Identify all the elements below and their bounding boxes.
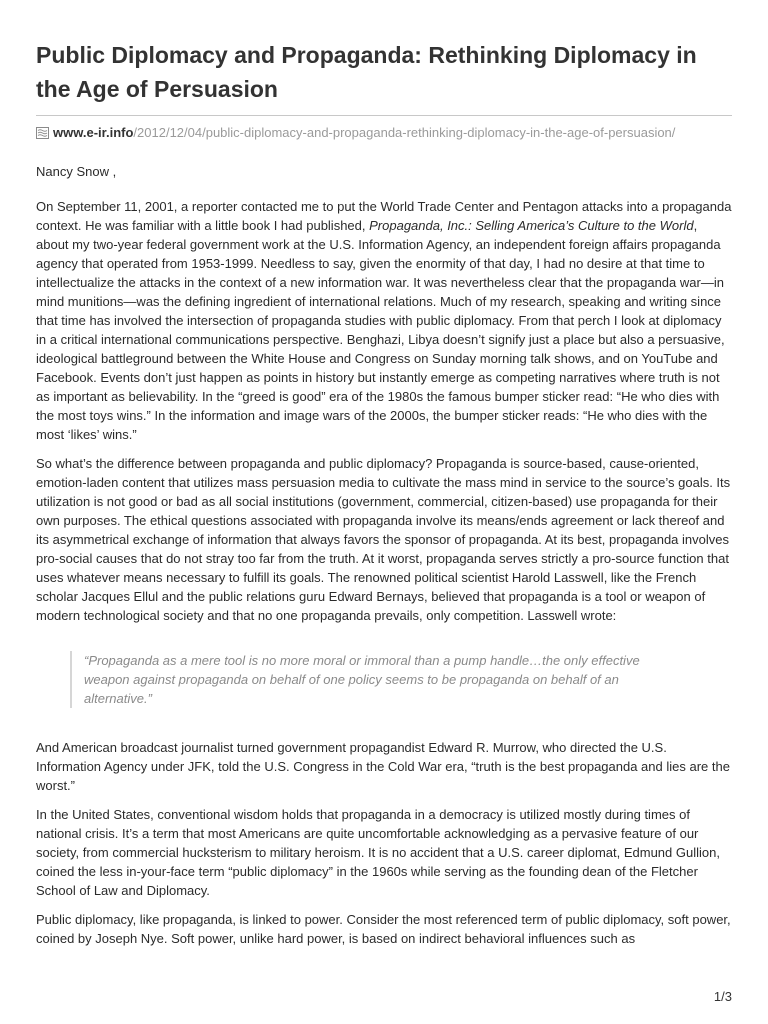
page-number: 1/3	[713, 989, 732, 1004]
paragraph-4: In the United States, conventional wisdom holds that propaganda in a democracy is utilized mostly during times of national crisis. It’s a term that most Americans are quite uncomfortable acknowledging as a pervasive feature of our society, from commercial hucksterism to military heroism. It is no accident that a U.S. career diplomat, Edmund Gullion, coined the less in-your-face term “public diplomacy” in the 1960s while serving as the founding dean of the Fletcher School of Law and Diplomacy.	[36, 807, 720, 898]
source-link[interactable]	[36, 124, 732, 144]
title-divider	[36, 115, 732, 116]
paragraph-1	[36, 197, 732, 444]
paragraph-1-intro: On September 11, 2001, a reporter contacted me to put the World Trade Center and Pentagon attacks into a propaganda context. He was familiar with a little book I had published,	[36, 199, 732, 233]
lasswell-quote: “Propaganda as a mere tool is no more moral or immoral than a pump handle…the only effective weapon against propaganda on behalf of one policy seems to be propaganda on behalf of an alternative.”	[70, 651, 674, 708]
source-path[interactable]: /2012/12/04/public-diplomacy-and-propaganda-rethinking-diplomacy-in-the-age-of-persuasion/	[133, 125, 676, 140]
book-title: Propaganda, Inc.: Selling America’s Culture to the World	[369, 218, 694, 233]
article-body	[36, 162, 732, 948]
paragraph-1-rest: , about my two-year federal government work at the U.S. Information Agency, an independent foreign affairs propaganda agency that operated from 1953-1999. Needless to say, given the enormity of that day, I had no desire at that time to intellectualize the attacks in the context of a new information war. It was nevertheless clear that the propaganda war—in mind munitions—was the defining ingredient of international relations. Much of my research, speaking and writing since that time has involved the intersection of propaganda studies with public diplomacy. From that perch I look at diplomacy in a critical international communications perspective. Benghazi, Libya doesn’t signify just a place but also a persuasive, ideological battleground between the White House and Congress on Sunday morning talk shows, and on YouTube and Facebook. Events don’t just happen as points in history but instantly emerge as competing narratives where truth is not as important as believability. In the “greed is good” era of the 1980s the famous bumper sticker read: “He who dies with the most toys wins.” In the information and image wars of the 2000s, the bumper sticker reads: “He who dies with the most ‘likes’ wins.”	[36, 218, 725, 442]
paragraph-3: And American broadcast journalist turned government propagandist Edward R. Murrow, who directed the U.S. Information Agency under JFK, told the U.S. Congress in the Cold War era, “truth is the best propaganda and lies are the worst.”	[36, 740, 730, 793]
link-icon	[36, 126, 49, 144]
paragraph-2: So what’s the difference between propaganda and public diplomacy? Propaganda is source-based, cause-oriented, emotion-laden content that utilizes mass persuasion media to cultivate the mass mind in service to the source’s goals. Its utilization is not good or bad as all social institutions (government, commercial, citizen-based) use propaganda for their own purposes. The ethical questions associated with propaganda involve its means/ends agreement or lack thereof and its asymmetrical exchange of information that always favors the sponsor of propaganda. At its best, propaganda involves pro-social causes that do not stray too far from the truth. At it worst, propaganda serves strictly a pro-source function that uses whatever means necessary to fulfill its goals. The renowned political scientist Harold Lasswell, like the French scholar Jacques Ellul and the public relations guru Edward Bernays, believed that propaganda is a tool or weapon of modern technological society and that no one propaganda prevails, only competition. Lasswell wrote:	[36, 456, 731, 623]
source-domain[interactable]: www.e-ir.info	[53, 125, 134, 140]
article-page	[36, 0, 732, 948]
paragraph-5: Public diplomacy, like propaganda, is linked to power. Consider the most referenced term of public diplomacy, soft power, coined by Joseph Nye. Soft power, unlike hard power, is based on indirect behavioral influences such as	[36, 912, 731, 946]
author-byline: Nancy Snow ,	[36, 164, 117, 179]
article-title: Public Diplomacy and Propaganda: Rethinking Diplomacy in the Age of Persuasion	[36, 42, 697, 102]
